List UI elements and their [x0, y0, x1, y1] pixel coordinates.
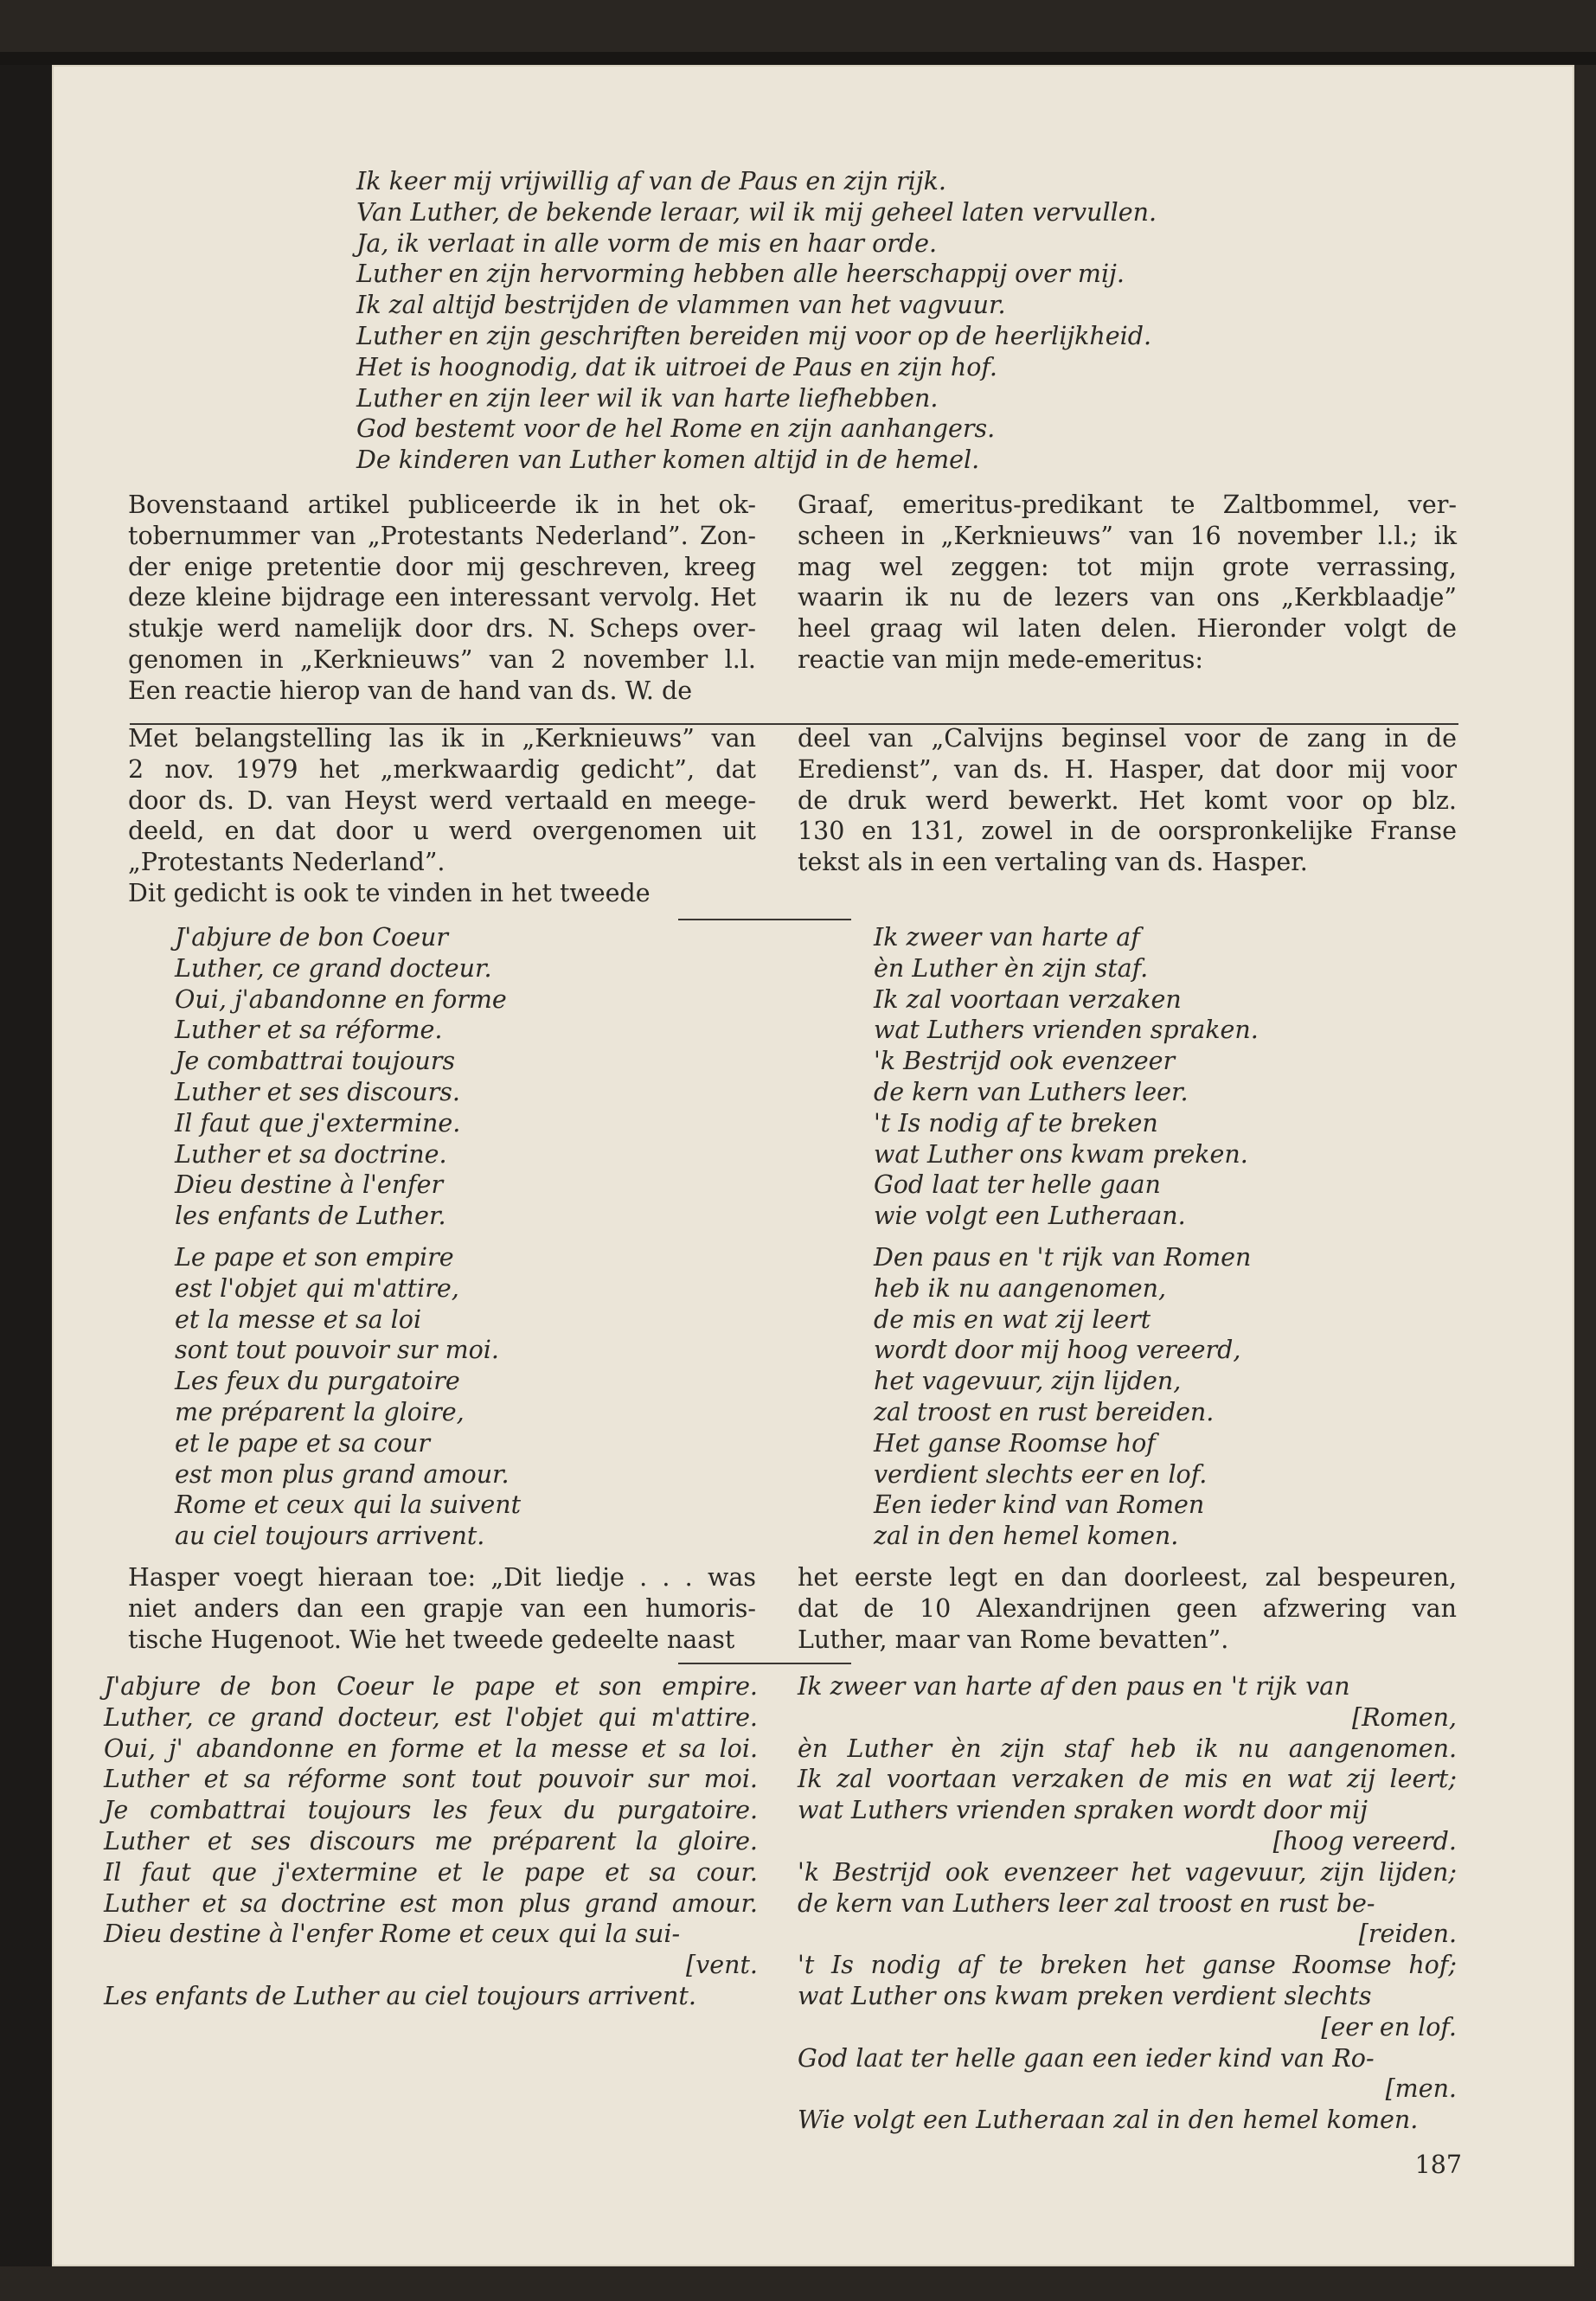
text-line: [men.: [1385, 2074, 1457, 2104]
text-line: God laat ter helle gaan een ieder kind van Ro-: [798, 2043, 1375, 2073]
text-line: God bestemt voor de hel Rome en zijn aanhangers.: [356, 414, 996, 444]
text-line: est l'objet qui m'attire,: [175, 1273, 459, 1303]
text-line: Luther et sa doctrine est mon plus grand amour.: [104, 1888, 758, 1918]
paragraph-1-left: [128, 490, 756, 707]
text-line: wat Luthers vrienden spraken.: [874, 1016, 1259, 1045]
paragraph-2-right: [798, 723, 1457, 878]
text-line: genomen in „Kerknieuws” van 2 november l.l.: [128, 644, 756, 674]
page-number: 187: [1414, 2150, 1462, 2179]
text-line: 't Is nodig af te breken het ganse Roomse hof;: [798, 1951, 1457, 1980]
text-line: de mis en wat zij leert: [874, 1304, 1151, 1334]
text-line: heel graag wil laten delen. Hieronder volgt de: [798, 614, 1457, 644]
text-line: scheen in „Kerknieuws” van 16 november l.l.; ik: [798, 521, 1457, 550]
text-line: [vent.: [686, 1951, 758, 1980]
text-line: 2 nov. 1979 het „merkwaardig gedicht”, dat: [128, 754, 756, 784]
text-line: Een reactie hierop van de hand van ds. W. de: [128, 676, 693, 705]
text-line: Ik zal altijd bestrijden de vlammen van het vagvuur.: [356, 291, 1006, 320]
text-line: Het ganse Roomse hof: [874, 1428, 1156, 1458]
text-line: est mon plus grand amour.: [175, 1459, 510, 1489]
text-line: [reiden.: [1358, 1920, 1457, 1949]
paragraph-3-right: [798, 1562, 1457, 1655]
text-line: Je combattrai toujours: [175, 1047, 455, 1076]
text-line: 'k Bestrijd ook evenzeer het vagevuur, zijn lijden;: [798, 1857, 1457, 1887]
text-line: tische Hugenoot. Wie het tweede gedeelte naast: [128, 1625, 735, 1654]
text-line: Luther et ses discours.: [175, 1077, 460, 1106]
poem-intro: [356, 166, 1239, 476]
text-line: me préparent la gloire,: [175, 1397, 465, 1426]
text-line: Luther, ce grand docteur, est l'objet qui m'attire.: [104, 1702, 758, 1732]
text-line: deel van „Calvijns beginsel voor de zang in de: [798, 724, 1457, 753]
text-line: [hoog vereerd.: [1272, 1826, 1457, 1856]
text-line: het eerste legt en dan doorleest, zal bespeuren,: [798, 1563, 1457, 1592]
paragraph-2-left: [128, 723, 756, 909]
text-line: deze kleine bijdrage een interessant vervolg. Het: [128, 583, 756, 612]
text-line: waarin ik nu de lezers van ons „Kerkblaadje”: [798, 583, 1457, 612]
french-stanza-2: [175, 1242, 694, 1552]
paragraph-3-left: [128, 1562, 756, 1655]
text-line: Luther, ce grand docteur.: [175, 953, 492, 983]
text-line: zal in den hemel komen.: [874, 1522, 1179, 1551]
text-line: [eer en lof.: [1321, 2012, 1457, 2041]
text-line: Il faut que j'extermine et le pape et sa cour.: [104, 1857, 758, 1887]
text-line: reactie van mijn mede-emeritus:: [798, 644, 1203, 674]
text-line: Den paus en 't rijk van Romen: [874, 1243, 1252, 1272]
text-line: niet anders dan een grapje van een humoris-: [128, 1593, 756, 1623]
dutch-long-version: [798, 1671, 1457, 2136]
text-line: Dieu destine à l'enfer: [175, 1170, 444, 1200]
text-line: de kern van Luthers leer zal troost en rust be-: [798, 1888, 1375, 1918]
text-line: tekst als in een vertaling van ds. Hasper.: [798, 848, 1308, 877]
text-line: 130 en 131, zowel in de oorspronkelijke Franse: [798, 817, 1457, 846]
french-stanza-1: [175, 922, 694, 1232]
text-line: deeld, en dat door u werd overgenomen uit: [128, 817, 756, 846]
text-line: De kinderen van Luther komen altijd in de hemel.: [356, 445, 980, 475]
page-binding: [0, 65, 52, 2266]
text-line: [Romen,: [1351, 1702, 1457, 1732]
text-line: heb ik nu aangenomen,: [874, 1273, 1167, 1303]
text-line: les enfants de Luther.: [175, 1202, 446, 1231]
text-line: Graaf, emeritus-predikant te Zaltbommel, ver-: [798, 490, 1457, 519]
text-line: Les feux du purgatoire: [175, 1367, 460, 1396]
text-line: Dieu destine à l'enfer Rome et ceux qui la sui-: [104, 1920, 681, 1949]
text-line: Les enfants de Luther au ciel toujours arrivent.: [104, 1981, 696, 2010]
text-line: Bovenstaand artikel publiceerde ik in het ok-: [128, 490, 756, 519]
text-line: wat Luther ons kwam preken verdient slechts: [798, 1981, 1372, 2010]
text-line: Il faut que j'extermine.: [175, 1108, 461, 1138]
text-line: Luther et sa réforme sont tout pouvoir sur moi.: [104, 1765, 758, 1794]
text-line: stukje werd namelijk door drs. N. Scheps over-: [128, 614, 756, 644]
text-line: de kern van Luthers leer.: [874, 1077, 1189, 1106]
text-line: èn Luther èn zijn staf heb ik nu aangenomen.: [798, 1734, 1457, 1763]
text-line: et le pape et sa cour: [175, 1428, 430, 1458]
text-line: Luther et sa réforme.: [175, 1016, 443, 1045]
dutch-stanza-2: [874, 1242, 1410, 1552]
section-divider-2: [678, 919, 851, 920]
text-line: wie volgt een Lutheraan.: [874, 1202, 1186, 1231]
text-line: Ik keer mij vrijwillig af van de Paus en zijn rijk.: [356, 167, 946, 195]
text-line: Luther en zijn hervorming hebben alle heerschappij over mij.: [356, 260, 1125, 289]
text-line: Rome et ceux qui la suivent: [175, 1490, 522, 1520]
text-line: Van Luther, de bekende leraar, wil ik mij geheel laten vervullen.: [356, 197, 1157, 227]
text-line: èn Luther èn zijn staf.: [874, 953, 1149, 983]
text-line: Ik zal voortaan verzaken: [874, 984, 1182, 1014]
text-line: 't Is nodig af te breken: [874, 1108, 1158, 1138]
text-line: Oui, j' abandonne en forme et la messe et sa loi.: [104, 1734, 758, 1763]
text-line: wat Luthers vrienden spraken wordt door mij: [798, 1796, 1368, 1825]
text-line: Oui, j'abandonne en forme: [175, 984, 507, 1014]
text-line: Een ieder kind van Romen: [874, 1490, 1205, 1520]
text-line: mag wel zeggen: tot mijn grote verrassing,: [798, 552, 1457, 581]
text-line: au ciel toujours arrivent.: [175, 1522, 485, 1551]
text-line: wordt door mij hoog vereerd,: [874, 1336, 1241, 1365]
text-line: Ik zweer van harte af: [874, 923, 1140, 952]
text-line: Luther et ses discours me préparent la gloire.: [104, 1826, 758, 1856]
top-edge-rule: [0, 52, 1596, 65]
text-line: Hasper voegt hieraan toe: „Dit liedje . . . was: [128, 1563, 756, 1592]
text-line: door ds. D. van Heyst werd vertaald en meege-: [128, 785, 756, 815]
text-line: Luther en zijn leer wil ik van harte liefhebben.: [356, 383, 939, 413]
text-line: tobernummer van „Protestants Nederland”. Zon-: [128, 521, 756, 550]
text-line: Luther et sa doctrine.: [175, 1139, 447, 1169]
text-line: zal troost en rust bereiden.: [874, 1397, 1215, 1426]
text-line: Luther, maar van Rome bevatten”.: [798, 1625, 1229, 1654]
text-line: dat de 10 Alexandrijnen geen afzwering van: [798, 1593, 1457, 1623]
text-line: Ik zal voortaan verzaken de mis en wat zij leert;: [798, 1765, 1457, 1794]
text-line: 'k Bestrijd ook evenzeer: [874, 1047, 1176, 1076]
section-divider-3: [678, 1663, 851, 1664]
text-line: sont tout pouvoir sur moi.: [175, 1336, 499, 1365]
paragraph-1-right: [798, 490, 1457, 676]
text-line: Met belangstelling las ik in „Kerknieuws” van: [128, 724, 756, 753]
text-line: Le pape et son empire: [175, 1243, 454, 1272]
text-line: Dit gedicht is ook te vinden in het tweede: [128, 878, 651, 907]
text-line: Eredienst”, van ds. H. Hasper, dat door mij voor: [798, 754, 1457, 784]
text-line: Ik zweer van harte af den paus en 't rijk van: [798, 1672, 1350, 1701]
text-line: J'abjure de bon Coeur le pape et son empire.: [104, 1672, 758, 1701]
french-long-version: [104, 1671, 758, 2012]
text-line: „Protestants Nederland”.: [128, 848, 445, 877]
text-line: het vagevuur, zijn lijden,: [874, 1367, 1182, 1396]
text-line: wat Luther ons kwam preken.: [874, 1139, 1248, 1169]
text-line: God laat ter helle gaan: [874, 1170, 1161, 1200]
dutch-stanza-1: [874, 922, 1410, 1232]
text-line: Luther en zijn geschriften bereiden mij voor op de heerlijkheid.: [356, 321, 1152, 350]
text-line: Je combattrai toujours les feux du purgatoire.: [104, 1796, 758, 1825]
text-line: de druk werd bewerkt. Het komt voor op blz.: [798, 785, 1457, 815]
text-line: et la messe et sa loi: [175, 1304, 422, 1334]
text-line: Ja, ik verlaat in alle vorm de mis en haar orde.: [356, 228, 938, 258]
text-line: J'abjure de bon Coeur: [175, 923, 449, 952]
text-line: Wie volgt een Lutheraan zal in den hemel komen.: [798, 2106, 1419, 2135]
text-line: Het is hoognodig, dat ik uitroei de Paus en zijn hof.: [356, 352, 997, 381]
text-line: der enige pretentie door mij geschreven, kreeg: [128, 552, 756, 581]
text-line: verdient slechts eer en lof.: [874, 1459, 1208, 1489]
